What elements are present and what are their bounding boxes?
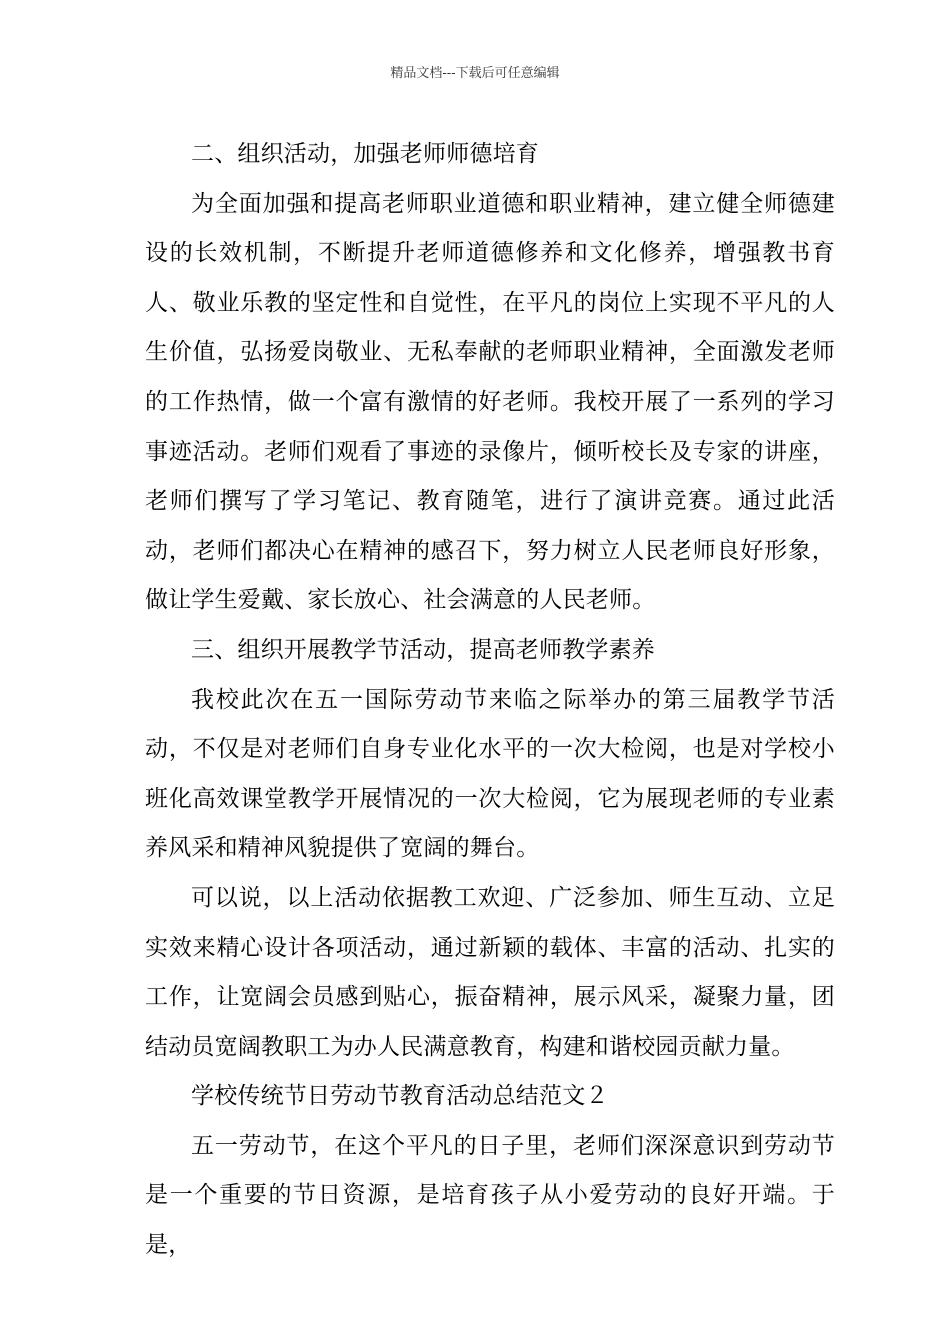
paragraph-labor-day: 五一劳动节，在这个平凡的日子里，老师们深深意识到劳动节是一个重要的节日资源，是培育孩子从小爱劳动的良好开端。于是，	[145, 1132, 835, 1259]
section-heading-2: 二、组织活动，加强老师师德培育	[191, 141, 539, 167]
paragraph-teaching-festival: 我校此次在五一国际劳动节来临之际举办的第三届教学节活动，不仅是对老师们自身专业化水平的一次大检阅，也是对学校小班化高效课堂教学开展情况的一次大检阅，它为展现老师的专业素养风采和精神风貌提供了宽阔的舞台。	[145, 686, 835, 862]
section-heading-3: 三、组织开展教学节活动，提高老师教学素养	[191, 636, 655, 663]
paragraph-teacher-ethics: 为全面加强和提高老师职业道德和职业精神，建立健全师德建设的长效机制，不断提升老师道德修养和文化修养，增强教书育人、敬业乐教的坚定性和自觉性，在平凡的岗位上实现不平凡的人生价值，弘扬爱岗敬业、无私奉献的老师职业精神，全面激发老师的工作热情，做一个富有激情的好老师。我校开展了一系列的学习事迹活动。老师们观看了事迹的录像片，倾听校长及专家的讲座，老师们撰写了学习笔记、教育随笔，进行了演讲竞赛。通过此活动，老师们都决心在精神的感召下，努力树立人民老师良好形象，做让学生爱戴、家长放心、社会满意的人民老师。	[145, 190, 835, 614]
document-body	[145, 130, 835, 1271]
page-header: 精品文档---下载后可任意编辑	[390, 66, 560, 81]
article-title-2: 学校传统节日劳动节教育活动总结范文２	[191, 1083, 609, 1110]
paragraph-summary: 可以说，以上活动依据教工欢迎、广泛参加、师生互动、立足实效来精心设计各项活动，通过新颖的载体、丰富的活动、扎实的工作，让宽阔会员感到贴心，振奋精神，展示风采，凝聚力量，团结动员宽阔教职工为办人民满意教育，构建和谐校园贡献力量。	[145, 884, 835, 1060]
